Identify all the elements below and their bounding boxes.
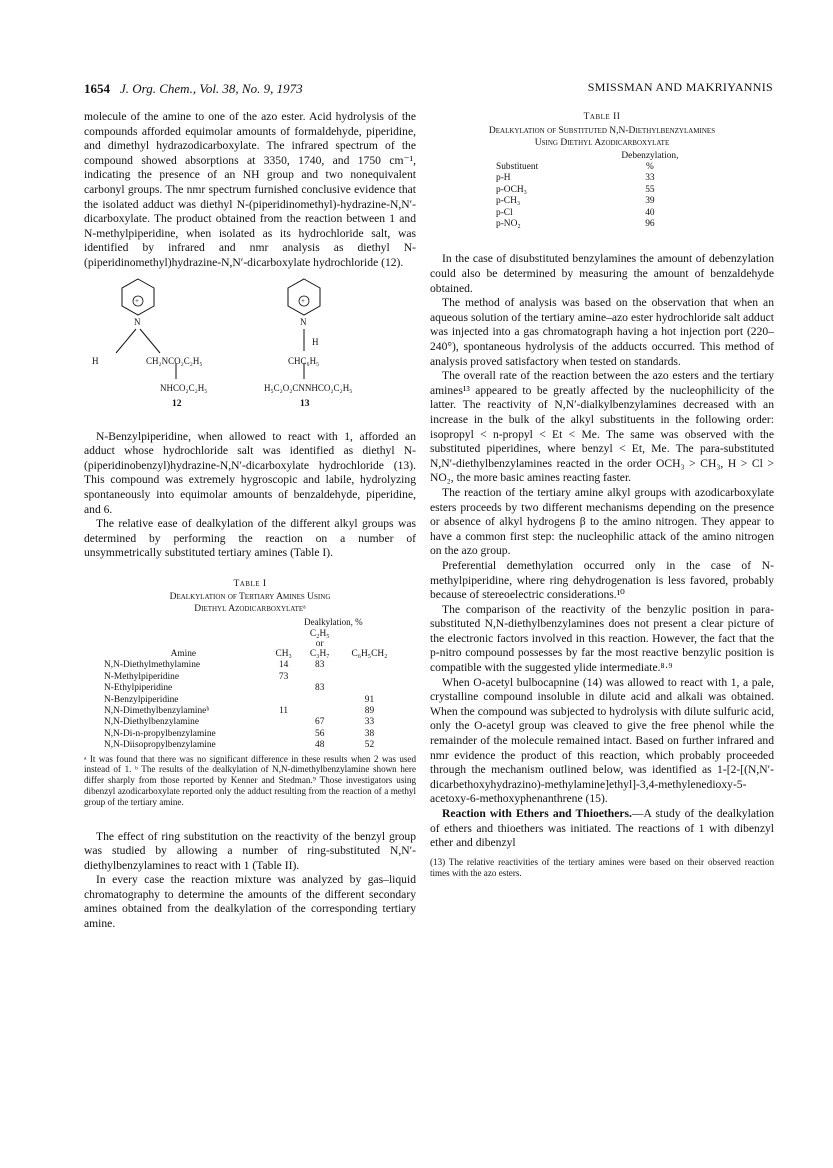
table1-cell-amine: N-Ethylpiperidine xyxy=(104,683,173,694)
table1-col-benzyl: C₆H₅CH₂ xyxy=(351,648,388,659)
table2-cell-substituent: p-NO₂ xyxy=(496,219,521,230)
paragraph: When O-acetyl bulbocapnine (14) was allowed to react with 1, a pale, crystalline compound insoluble in dilute acid and alkali was obtained. When the compound was subjected to hydrolysis with dilute sulfuric acid, only the O-acetyl group was cleaved to give the free phenol while the remainder of the molecule remained intact. Based on further infrared and nmr evidence the product of this reaction, which probably proceeded through the mechanism outlined below, was identified as 1-[2-[(N,N′-dicarbethoxyhydrazino)-methylamine]ethyl]-3,4-methylenedioxy-5-acetoxy-6-methoxyphenanthrene (15). xyxy=(430,675,774,806)
table1-caption-line1: Dealkylation of Tertiary Amines Using xyxy=(169,592,331,603)
table1-col-ch3: CH₃ xyxy=(275,648,292,659)
table2-col-debenzylation: Debenzylation, xyxy=(621,150,679,161)
table1-cell-c2h5 xyxy=(301,706,339,717)
table1-cell-amine: N-Methylpiperidine xyxy=(104,671,179,682)
table1-cell-ch3 xyxy=(267,717,301,728)
paragraph: The relative ease of dealkylation of the different alkyl groups was determined by performing the reaction on a number of unsymmetrically substituted tertiary amines (Table I). xyxy=(84,517,416,560)
table1 xyxy=(100,617,400,751)
table-row xyxy=(100,706,400,717)
table2 xyxy=(492,151,712,231)
table1-cell-benzyl: 89 xyxy=(364,705,375,716)
page-number: 1654 xyxy=(84,81,110,96)
running-head-authors: SMISSMAN AND MAKRIYANNIS xyxy=(587,80,773,94)
ring-nitrogen: N xyxy=(300,316,307,327)
hydrogen-label: H xyxy=(312,336,319,347)
table-row xyxy=(492,173,712,184)
table2-caption-line1: Dealkylation of Substituted N,N-Diethylbenzylamines xyxy=(488,125,716,136)
structure-12 xyxy=(84,277,244,422)
table2-cell-value: 40 xyxy=(645,207,655,218)
table1-cell-c2h5: 56 xyxy=(315,728,325,739)
piperidinium-ring-13 xyxy=(254,277,414,422)
paragraph: The effect of ring substitution on the reactivity of the benzyl group was studied by allowing a number of ring-substituted N,N′-diethylbenzylamines to react with 1 (Table II). xyxy=(84,829,416,872)
table1-cell-amine: N,N-Dimethylbenzylamineᵇ xyxy=(104,705,210,716)
table1-cell-benzyl: 52 xyxy=(364,740,375,751)
table2-cell-value: 39 xyxy=(645,196,655,207)
chemical-structures xyxy=(84,277,416,422)
table1-col-c2h5-or: or xyxy=(315,638,324,649)
table2-col-percent: % xyxy=(646,162,654,172)
paragraph: The method of analysis was based on the observation that when an aqueous solution of the tertiary amine–azo ester hydrochloride salt adduct was injected into a gas chromatograph having a hot injection port (220–240°), spontaneous hydrolysis of the adducts occurred. This method of analysis proved satisfactory when tested on standards. xyxy=(430,296,774,368)
journal-citation: J. Org. Chem., Vol. 38, No. 9, 1973 xyxy=(120,81,303,96)
positive-charge: + xyxy=(301,296,305,305)
table2-cell-value: 55 xyxy=(645,184,655,195)
table1-cell-amine: N,N-Diisopropylbenzylamine xyxy=(104,740,216,751)
table-row xyxy=(100,729,400,740)
table2-cell-value: 96 xyxy=(645,219,655,230)
table1-col-c2h5-top: C₂H₅ xyxy=(309,628,330,639)
table1-cell-benzyl: 38 xyxy=(364,728,375,739)
chain-label-2: NHCO₂C₂H₅ xyxy=(160,382,208,393)
table1-cell-c2h5: 48 xyxy=(315,740,325,751)
paragraph: In every case the reaction mixture was analyzed by gas–liquid chromatography to determine the amounts of the different secondary amines obtained from the dealkylation of the corresponding tertiary amine. xyxy=(84,873,416,931)
paragraph: The reaction of the tertiary amine alkyl groups with azodicarboxylate esters proceeds by two different mechanisms depending on the presence or absence of alkyl hydrogens β to the amino nitrogen. They appear to have a common first step: the nucleophilic attack of the amino nitrogen on the azo group. xyxy=(430,485,774,558)
chain-label-2: H₅C₂O₂CNNHCO₂C₂H₅ xyxy=(264,382,353,393)
table1-cell-c2h5 xyxy=(301,695,339,706)
paragraph: In the case of disubstituted benzylamines the amount of debenzylation could also be determined by measuring the amount of benzaldehyde obtained. xyxy=(430,252,774,295)
table1-cell-benzyl: 91 xyxy=(364,694,375,705)
table2-caption-line2: Using Diethyl Azodicarboxylate xyxy=(534,137,670,148)
table-row xyxy=(492,185,712,196)
page-header xyxy=(84,80,773,100)
table1-cell-c2h5: 83 xyxy=(315,660,325,671)
structure-13 xyxy=(254,277,414,422)
table1-cell-benzyl xyxy=(339,683,400,694)
table2-cell-substituent: p-OCH₃ xyxy=(496,184,527,195)
table-row xyxy=(100,717,400,728)
table1-cell-c2h5 xyxy=(301,672,339,683)
table1-cell-amine: N-Benzylpiperidine xyxy=(104,694,179,705)
positive-charge: + xyxy=(135,296,139,305)
section-heading: Reaction with Ethers and Thioethers. xyxy=(442,807,632,820)
table1-cell-benzyl xyxy=(339,672,400,683)
chain-label-1: CHC₆H₅ xyxy=(288,355,320,366)
table1-cell-benzyl: 33 xyxy=(364,717,375,728)
right-column xyxy=(430,110,774,878)
table2-title: Table II xyxy=(583,112,621,122)
paragraph: The overall rate of the reaction between the azo esters and the tertiary amines¹³ appeared to be greatly affected by the nucleophilicity of the latter. The reactivity of N,N′-dialkylbenzylamines decreased with an increase in the bulk of the alkyl substituents in the following order: isopropyl < n-propyl < Et < Me. The same was observed with the substituted piperidines, where benzyl < Et, Me. The para-substituted N,N′-diethylbenzylamines reacted in the order OCH₃ > CH₃, H > Cl > NO₂, the more basic amines reacting faster. xyxy=(430,369,774,485)
chain-label-1: CH₂NCO₂C₂H₅ xyxy=(146,355,203,366)
table1-col-amine: Amine xyxy=(170,648,197,659)
table-row xyxy=(492,219,712,230)
table1-cell-ch3 xyxy=(267,729,301,740)
table1-cell-ch3 xyxy=(267,683,301,694)
piperidinium-ring-12 xyxy=(84,277,244,422)
table2-cell-substituent: p-CH₃ xyxy=(496,196,521,207)
table1-caption-line2: Diethyl Azodicarboxylateᵃ xyxy=(194,604,306,615)
paragraph: molecule of the amine to one of the azo ester. Acid hydrolysis of the compounds afforded equimolar amounts of formaldehyde, piperidine, and dimethyl hydrazodicarboxylate. The infrared spectrum of the compound showed absorptions at 3350, 1740, and 1750 cm⁻¹, indicating the presence of an NH group and two nonequivalent carbonyl groups. The nmr spectrum furnished conclusive evidence that the isolated adduct was diethyl N-(piperidinomethyl)-hydrazine-N,N′-dicarboxylate. The product obtained from the reaction between 1 and N-methylpiperidine, when isolated as its hydrochloride salt, was identified by infrared and nmr analysis as diethyl N-(piperidinomethyl)hydrazine-N,N′-dicarboxylate hydrochloride (12). xyxy=(84,110,416,269)
paragraph: The comparison of the reactivity of the benzylic position in para-substituted N,N-diethylbenzylamines does not present a clear picture of the electronic factors involved in this reaction. However, the fact that the p-nitro compound possesses by far the most reactive benzylic position is compatible with the suggested ylide intermediate.⁸·⁹ xyxy=(430,602,774,675)
table1-cell-ch3 xyxy=(267,695,301,706)
table-row xyxy=(100,672,400,683)
paragraph: N-Benzylpiperidine, when allowed to react with 1, afforded an adduct whose hydrochloride salt was identified as diethyl N-(piperidinobenzyl)hydrazine-N,N′-dicarboxylate hydrochloride (13). This compound was extremely hygroscopic and labile, hydrolyzing spontaneously into equimolar amounts of benzaldehyde, piperidine, and 6. xyxy=(84,429,416,516)
table-row xyxy=(100,683,400,694)
ring-nitrogen: N xyxy=(134,316,141,327)
table-row xyxy=(100,660,400,671)
table1-cell-amine: N,N-Diethylbenzylamine xyxy=(104,717,200,728)
hydrogen-label: H xyxy=(92,355,99,366)
table1-cell-ch3: 14 xyxy=(278,660,289,671)
table1-footnote: ᵃ It was found that there was no significant difference in these results when 2 was used instead of 1. ᵇ The results of the dealkylation of N,N-dimethylbenzylamine shown here differ sharply from those reported by Kenner and Stedman.⁹ Those investigators using dibenzyl azodicarboxylate reported only the adduct resulting from the reaction of a methyl group of the tertiary amine. xyxy=(84,753,416,807)
table1-cell-amine: N,N-Diethylmethylamine xyxy=(104,660,201,671)
table2-cell-value: 33 xyxy=(645,173,655,184)
paragraph-text: —A study of the dealkylation of ethers and thioethers was initiated. The reactions of 1 with dibenzyl ether and dibenzyl xyxy=(430,807,775,850)
table1-span-header: Dealkylation, % xyxy=(304,617,363,628)
compound-number: 13 xyxy=(300,398,310,409)
table1-cell-c2h5: 67 xyxy=(315,717,325,728)
table1-cell-amine: N,N-Di-n-propylbenzylamine xyxy=(104,728,216,739)
left-column xyxy=(84,110,416,932)
table-row xyxy=(492,196,712,207)
table1-cell-c2h5: 83 xyxy=(315,683,325,694)
table-row xyxy=(100,695,400,706)
footnote-13: (13) The relative reactivities of the tertiary amines were based on their observed reaction times with the azo esters. xyxy=(430,856,774,878)
compound-number: 12 xyxy=(172,398,182,409)
table1-col-c2h5: C₃H₇ xyxy=(309,648,330,659)
paragraph: Preferential demethylation occurred only in the case of N-methylpiperidine, where ring dehydrogenation is less favored, probably because of stereoelectric considerations.¹⁰ xyxy=(430,558,774,602)
table1-cell-ch3: 73 xyxy=(278,671,289,682)
table2-cell-substituent: p-H xyxy=(496,173,511,184)
table-row xyxy=(492,208,712,219)
table1-cell-benzyl xyxy=(339,660,400,671)
table1-title: Table I xyxy=(233,578,267,589)
table1-cell-ch3: 11 xyxy=(279,705,289,716)
table-row xyxy=(100,740,400,751)
table2-cell-substituent: p-Cl xyxy=(496,207,513,218)
table1-cell-ch3 xyxy=(267,740,301,751)
paragraph xyxy=(430,807,774,851)
table2-col-substituent: Substituent xyxy=(496,162,539,172)
